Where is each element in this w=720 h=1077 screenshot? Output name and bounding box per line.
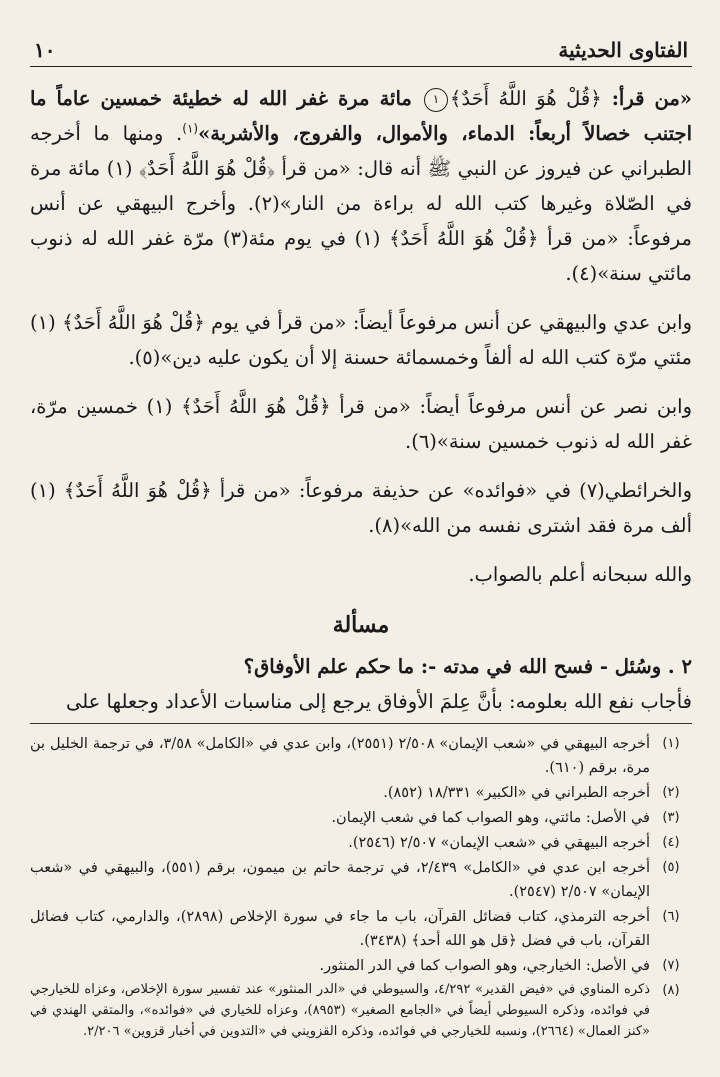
footnote: [30, 979, 692, 1042]
question-line: ٢ . وسُئل - فسح الله في مدته -: ما حكم علم الأوفاق؟: [243, 655, 692, 678]
footnotes: [30, 732, 692, 1042]
paragraph-rest: . ومنها ما أخرجه الطبراني عن فيروز عن النبي ﷺ أنه قال: «من قرأ ﴿قُلْ هُوَ اللَّهُ أَحَدٌ﴾ (١) مائة مرة في الصّلاة وغيرها كتب الله له براءة من النار»(٢). وأخرج البيهقي عن أنس مرفوعاً: «من قرأ ﴿قُلْ هُوَ اللَّهُ أَحَدٌ﴾ (١) في يوم مئة(٣) مرّة غفر الله له ذنوب مائتي سنة»(٤).: [30, 122, 692, 285]
footnote-number: (٨): [662, 983, 680, 998]
footnote-ref: (١): [182, 121, 199, 136]
footnote: [30, 905, 692, 953]
footnote-number: (٢): [662, 785, 680, 800]
footnote-text: أخرجه البيهقي في «شعب الإيمان» ٢/٥٠٧ (٢٥٤٦).: [348, 835, 650, 851]
paragraph-4: والخرائطي(٧) في «فوائده» عن حذيفة مرفوعاً: «من قرأ ﴿قُلْ هُوَ اللَّهُ أَحَدٌ﴾ (١) ألف مرة فقد اشترى نفسه من الله»(٨).: [30, 479, 692, 537]
footnote-text: ذكره المناوي في «فيض القدير» ٤/٢٩٢، والسيوطي في «الدر المنثور» عند تفسير سورة الإخلاص، وعزاه للخيارجي في فوائده، وذكره السيوطي أيضاً في «الجامع الصغير» (٨٩٥٣)، وعزاه للخياري في «فوائده»، والمتقي الهندي في «كنز العمال» (٢٦٦٤)، ونسبه للخيارجي في فوائده، وذكره القزويني في «التدوين في أخبار قزوين» ٢/٢٠٦.: [30, 982, 650, 1039]
footnote: [30, 806, 692, 830]
main-text: [30, 81, 692, 719]
closing-line: والله سبحانه أعلم بالصواب.: [468, 563, 692, 586]
footnote-text: أخرجه الترمذي، كتاب فضائل القرآن، باب ما جاء في سورة الإخلاص (٢٨٩٨)، والدارمي، كتاب فضائل القرآن، باب في فضل ﴿قل هو الله أحد﴾ (٣٤٣٨).: [30, 909, 651, 949]
footnote: [30, 732, 692, 780]
footnote-number: (٣): [662, 810, 680, 825]
page-number: ١٠: [34, 38, 56, 62]
footnote-number: (٥): [662, 860, 680, 875]
footnote-number: (٦): [662, 909, 680, 924]
ayah-marker: ١: [424, 88, 448, 112]
footnote: [30, 831, 692, 855]
footnote-text: أخرجه البيهقي في «شعب الإيمان» ٢/٥٠٨ (٢٥٥١)، وابن عدي في «الكامل» ٣/٥٨، في ترجمة الخليل بن مرة، برقم (٦١٠).: [30, 736, 650, 776]
quote-text: مائة مرة غفر الله له خطيئة خمسين عاماً ما اجتنب خصالاً أربعاً: الدماء، والأموال، والفروج، والأشربة»: [30, 87, 692, 145]
answer-line: فأجاب نفع الله بعلومه: بأنَّ عِلمَ الأوفاق يرجع إلى مناسبات الأعداد وجعلها على: [65, 690, 692, 713]
footnote-text: في الأصل: الخيارجي، وهو الصواب كما في الدر المنثور.: [319, 958, 650, 974]
footnote-number: (٤): [662, 835, 680, 850]
footnote: [30, 781, 692, 805]
verse: ﴿قُلْ هُوَ اللَّهُ أَحَدٌ﴾: [449, 87, 602, 110]
footnote: [30, 954, 692, 978]
paragraph-2: وابن عدي والبيهقي عن أنس مرفوعاً أيضاً: «من قرأ في يوم ﴿قُلْ هُوَ اللَّهُ أَحَدٌ﴾ (١) مئتي مرّة كتب الله له ألفاً وخمسمائة حسنة إلا أن يكون عليه دين»(٥).: [30, 311, 692, 369]
footnote-text: في الأصل: مائتي، وهو الصواب كما في شعب الإيمان.: [331, 810, 650, 826]
section-heading: مسألة: [332, 612, 390, 638]
page: [30, 20, 692, 1077]
footnote-number: (١): [662, 736, 680, 751]
paragraph-3: وابن نصر عن أنس مرفوعاً أيضاً: «من قرأ ﴿قُلْ هُوَ اللَّهُ أَحَدٌ﴾ (١) خمسين مرّة، غفر الله له ذنوب خمسين سنة»(٦).: [30, 395, 693, 453]
footnote: [30, 856, 692, 904]
page-header: [30, 20, 692, 67]
footnote-text: أخرجه ابن عدي في «الكامل» ٢/٤٣٩، في ترجمة حاتم بن ميمون، برقم (٥٥١)، والبيهقي في «شعب الإيمان» ٢/٥٠٧ (٢٥٤٧).: [30, 860, 650, 900]
quote-text: «من قرأ:: [601, 87, 692, 110]
running-title: الفتاوى الحديثية: [558, 38, 688, 62]
footnote-text: أخرجه الطبراني في «الكبير» ١٨/٣٣١ (٨٥٢).: [383, 785, 650, 801]
footnote-separator: [30, 723, 692, 724]
paragraph-1: [30, 81, 692, 291]
footnote-number: (٧): [662, 958, 680, 973]
